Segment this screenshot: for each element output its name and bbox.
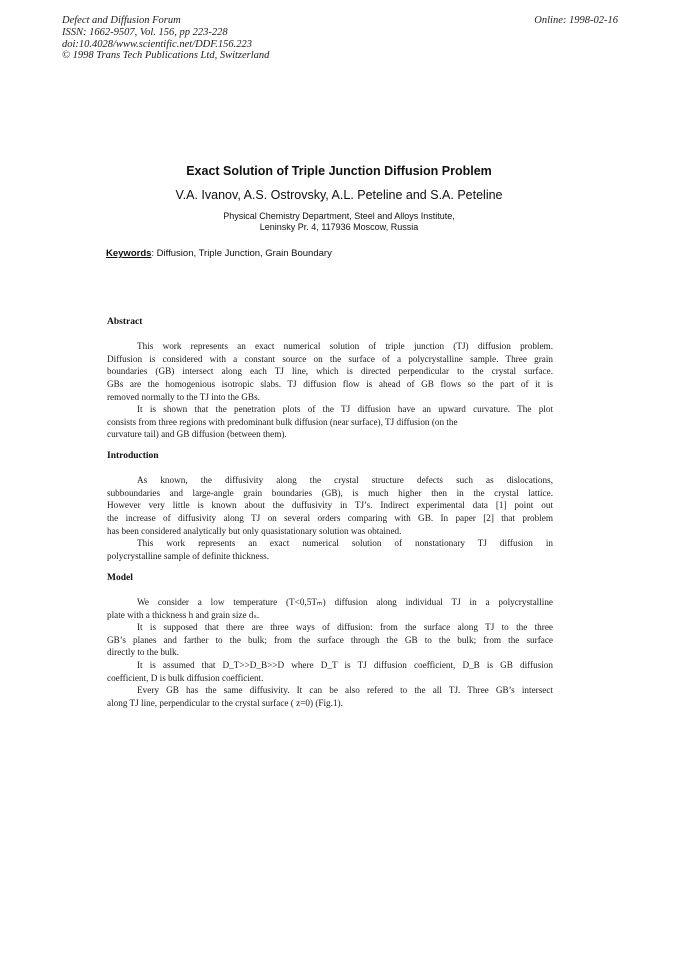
affiliation-line-2: Leninsky Pr. 4, 117936 Moscow, Russia xyxy=(259,222,419,232)
abstract-paragraph-2 xyxy=(107,403,553,441)
text-line: coefficient, D is bulk diffusion coefficient. xyxy=(107,672,264,683)
introduction-heading: Introduction xyxy=(107,451,159,461)
text-line: subboundaries and large-angle grain boundaries (GB), is much higher then in the crystal lattice. xyxy=(107,487,553,498)
text-line: Diffusion is considered with a constant source on the surface of a polycrystalline sample. Three grain xyxy=(107,353,553,364)
affiliation xyxy=(0,211,678,233)
text-line: Every GB has the same diffusivity. It can be also refered to the all TJ. Three GB’s intersect xyxy=(137,685,553,695)
text-line: along TJ line, perpendicular to the crystal surface ( z=0) (Fig.1). xyxy=(107,697,343,708)
journal-name: Defect and Diffusion Forum xyxy=(62,15,181,26)
text-line: the increase of diffusivity along TJ on several orders comparing with GB. In paper [2] that problem xyxy=(107,513,553,524)
abstract-paragraph-1 xyxy=(107,340,553,404)
issn-line: ISSN: 1662-9507, Vol. 156, pp 223-228 xyxy=(62,26,228,38)
text-line: boundaries (GB) intersect along each TJ line, which is directed perpendicular to the crystal surface. xyxy=(107,366,553,377)
text-line: This work represents an exact numerical solution of nonstationary TJ diffusion in xyxy=(137,538,553,548)
keywords-text: : Diffusion, Triple Junction, Grain Boundary xyxy=(151,248,332,259)
text-line: polycrystalline sample of definite thickness. xyxy=(107,550,270,561)
text-line: GBs are the homogenious isotropic slabs. TJ diffusion flow is ahead of GB flows so the part of it is xyxy=(107,379,553,390)
text-line: curvature tail) and GB diffusion (between them). xyxy=(107,429,287,440)
text-line: It is shown that the penetration plots of the TJ diffusion have an upward curvature. The plot xyxy=(137,404,553,414)
text-line: As known, the diffusivity along the crystal structure defects such as dislocations, xyxy=(137,475,553,485)
text-line: directly to the bulk. xyxy=(107,647,179,658)
copyright-line: © 1998 Trans Tech Publications Ltd, Switzerland xyxy=(62,50,270,62)
text-line: has been considered analytically but only quasistationary solution was obtained. xyxy=(107,525,402,536)
text-line: We consider a low temperature (T<0,5Tₘ) diffusion along individual TJ in a polycrystalline xyxy=(137,597,553,607)
keywords xyxy=(106,248,332,259)
paper-authors: V.A. Ivanov, A.S. Ostrovsky, A.L. Peteline and S.A. Peteline xyxy=(175,188,503,202)
journal-header xyxy=(62,15,618,62)
text-line: plate with a thickness h and grain size dₛ. xyxy=(107,609,260,620)
abstract-heading: Abstract xyxy=(107,317,143,327)
text-line: However very little is known about the duffusivity in TJ’s. Indirect experimental data [1] point out xyxy=(107,500,553,511)
paper-title: Exact Solution of Triple Junction Diffusion Problem xyxy=(186,164,492,178)
model-paragraph-1 xyxy=(107,596,553,621)
introduction-paragraph-2 xyxy=(107,537,553,562)
online-date: Online: 1998-02-16 xyxy=(534,15,618,26)
text-line: removed normally to the TJ into the GBs. xyxy=(107,391,260,402)
model-heading: Model xyxy=(107,573,133,583)
affiliation-line-1: Physical Chemistry Department, Steel and Alloys Institute, xyxy=(223,211,455,221)
text-line: It is assumed that D_T>>D_B>>D where D_T is TJ diffusion coefficient, D_B is GB diffusion xyxy=(137,660,553,670)
text-line: GB’s planes and farther to the bulk; from the surface through the GB to the bulk; from the surface xyxy=(107,634,553,645)
doi-line: doi:10.4028/www.scientific.net/DDF.156.223 xyxy=(62,38,253,50)
text-line: consists from three regions with predominant bulk diffusion (near surface), TJ diffusion (on the xyxy=(107,416,458,427)
model-paragraph-3 xyxy=(107,659,553,684)
model-paragraph-2 xyxy=(107,621,553,659)
text-line: This work represents an exact numerical solution of triple junction (TJ) diffusion problem. xyxy=(137,341,553,351)
introduction-paragraph-1 xyxy=(107,474,553,538)
model-paragraph-4 xyxy=(107,684,553,709)
keywords-label: Keywords xyxy=(106,248,152,259)
text-line: It is supposed that there are three ways of diffusion: from the surface along TJ to the three xyxy=(137,622,553,632)
